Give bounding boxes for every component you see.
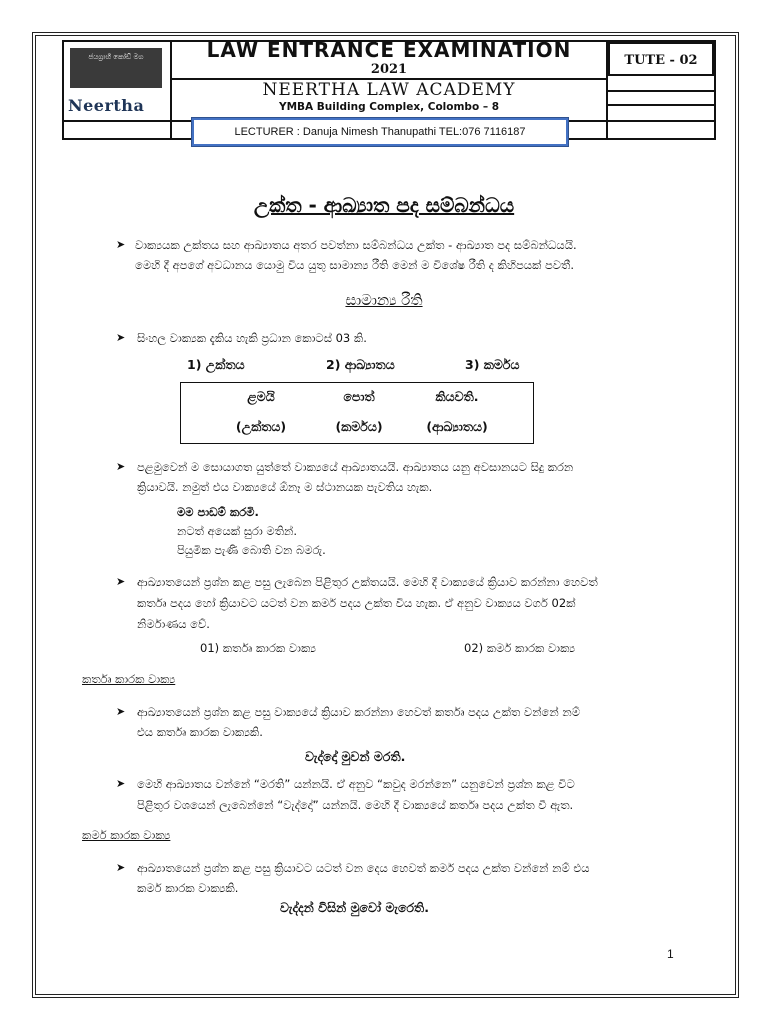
intro-line: මෙහි දී අපගේ අවධානය යොමු විය යුතු සාමාන්‍ය රීති මෙන් ම විශේෂ රීති ද කිහිපයක් පවතී. — [135, 258, 575, 272]
example-role: (ආඛ්‍යාතය) — [426, 419, 488, 434]
example-sentence: පියුමික පැණි බොති වන බමරු. — [177, 543, 326, 557]
bullet-arrow-icon: ➤ — [116, 861, 126, 874]
example-table — [180, 382, 534, 444]
logo-caption: ජයග්‍රාහී කෝඩ් මග — [70, 48, 162, 88]
header-divider — [62, 120, 64, 140]
page-border-inner — [35, 35, 736, 995]
bullet-arrow-icon: ➤ — [116, 777, 126, 790]
paragraph-line: කර්ම කාරක වාක්‍යකි. — [137, 881, 239, 895]
example-role: (උක්තය) — [235, 419, 287, 434]
academy-address: YMBA Building Complex, Colombo – 8 — [278, 101, 500, 113]
bullet-arrow-icon: ➤ — [116, 331, 126, 344]
logo-brand: Neertha — [68, 96, 145, 115]
kartru-heading: කර්තෘ කාරක වාක්‍ය — [82, 672, 176, 686]
example-role: (කර්මය) — [335, 419, 383, 434]
paragraph-line: ආඛ්‍යාතයෙන් ප්‍රශ්න කළ පසු ලැබෙන පිළිතුර උක්තයයි. මෙහි දී වාක්‍යයේ ක්‍රියාව කරන්නා හෙවත් — [137, 575, 598, 589]
kartru-example: වැද්දෝ මුවන් මරති. — [305, 749, 406, 764]
section-title-general: සාමාන්‍ය රීති — [345, 291, 423, 309]
paragraph-line: පළමුවෙන් ම සොයාගත යුත්තේ වාක්‍යයේ ආඛ්‍යාතයයි. ආඛ්‍යාතය යනු අවසානයට සිදු කරන — [137, 460, 574, 474]
academy-logo — [62, 40, 172, 122]
paragraph-line: මෙහි ආඛ්‍යාතය වන්නේ “මරති” යන්නයි. ඒ අනුව “කවුද මරන්නෙ” යනුවෙන් ප්‍රශ්න කළ විට — [137, 777, 575, 791]
bullet-arrow-icon: ➤ — [116, 705, 126, 718]
example-sentence: නටත් අයෙක් සුරා මතින්. — [177, 524, 298, 538]
paragraph-line: කර්තෘ පදය හෝ ක්‍රියාවට යටත් වන කර්ම පදය උක්ත විය හැක. ඒ අනුව වාක්‍යය වර්ග 02ක් — [137, 596, 576, 610]
page-number: 1 — [667, 947, 674, 961]
exam-year: 2021 — [370, 62, 408, 77]
sentence-type: 01) කර්තෘ කාරක වාක්‍ය — [200, 641, 317, 655]
bullet-arrow-icon: ➤ — [116, 238, 126, 251]
lecturer-box: LECTURER : Danuja Nimesh Thanupathi TEL:076 7116187 — [192, 118, 568, 146]
example-word: පොත් — [343, 389, 375, 404]
karma-heading: කර්ම කාරක වාක්‍ය — [82, 828, 171, 842]
header-rule — [608, 90, 716, 92]
tute-number: TUTE - 02 — [608, 42, 714, 76]
part-label: 3) කර්මය — [465, 357, 520, 372]
karma-example: වැද්දන් විසින් මුවෝ මැරෙති. — [280, 900, 429, 915]
paragraph-line: නිර්මාණය වේ. — [137, 617, 210, 631]
paragraph-line: ආඛ්‍යාතයෙන් ප්‍රශ්න කළ පසු වාක්‍යයේ ක්‍රියාව කරන්නා හෙවත් කර්තෘ පදය උක්ත වන්නේ නම් — [137, 705, 580, 719]
bullet-arrow-icon: ➤ — [116, 575, 126, 588]
paragraph-line: එය කර්තෘ කාරක වාක්‍යකි. — [137, 725, 263, 739]
document-title: උක්ත - ආඛ්‍යාත පද සම්බන්ධය — [253, 193, 515, 217]
paragraph-line: පිළිතුර වශයෙන් ලැබෙන්නේ “වැද්දෝ” යන්නයි. මෙහි දී වාක්‍යයේ කර්තෘ පදය උක්ත වී ඇත. — [137, 798, 574, 812]
part-label: 1) උක්තය — [187, 357, 245, 372]
bullet-arrow-icon: ➤ — [116, 460, 126, 473]
exam-title: LAW ENTRANCE EXAMINATION — [206, 38, 572, 62]
header-rule — [608, 104, 716, 106]
example-word: ළමයි — [247, 389, 275, 404]
part-label: 2) ආඛ්‍යාතය — [326, 357, 395, 372]
example-word: කියවති. — [435, 389, 479, 404]
academy-name: NEERTHA LAW ACADEMY — [262, 80, 516, 100]
parts-intro: සිංහල වාක්‍යක දැකිය හැකි ප්‍රධාන කොටස් 03 කි. — [137, 331, 367, 345]
paragraph-line: ක්‍රියාවයි. නමුත් එය වාක්‍යයේ ඕනෑ ම ස්ථානයක පැවතිය හැක. — [137, 480, 433, 494]
intro-line: වාක්‍යයක උක්තය සහ ආඛ්‍යාතය අතර පවත්නා සම්බන්ධය උක්ත - ආඛ්‍යාත පද සම්බන්ධයයි. — [135, 238, 577, 252]
paragraph-line: ආඛ්‍යාතයෙන් ප්‍රශ්න කළ පසු ක්‍රියාවට යටත් වන දෙය හෙවත් කර්ම පදය උක්ත වන්නේ නම් එය — [137, 861, 590, 875]
sentence-type: 02) කර්ම කාරක වාක්‍ය — [464, 641, 576, 655]
example-sentence: මම පාඩම් කරමි. — [177, 505, 259, 519]
